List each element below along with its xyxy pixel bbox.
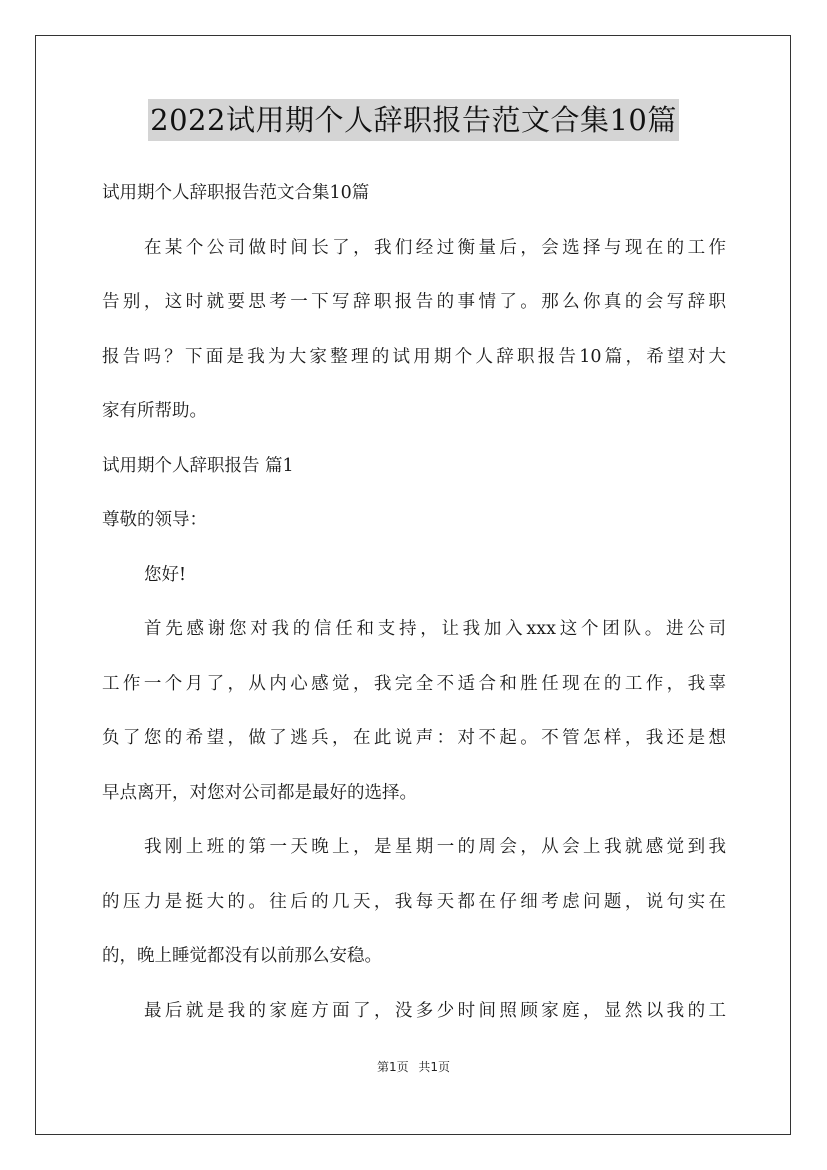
document-title: 2022试用期个人辞职报告范文合集10篇 xyxy=(148,99,679,141)
text-line: 工作一个月了，从内心感觉，我完全不适合和胜任现在的工作，我辜 xyxy=(102,673,726,694)
text-line: 首先感谢您对我的信任和支持，让我加入xxx这个团队。进公司 xyxy=(144,619,726,639)
text-line: 尊敬的领导： xyxy=(102,510,207,530)
text-line: 负了您的希望，做了逃兵，在此说声：对不起。不管怎样，我还是想 xyxy=(102,728,726,748)
text-line: 家有所帮助。 xyxy=(102,401,207,421)
text-line: 的，晚上睡觉都没有以前那么安稳。 xyxy=(102,946,382,966)
text-line: 的压力是挺大的。往后的几天，我每天都在仔细考虑问题，说句实在 xyxy=(102,891,726,912)
title-container xyxy=(0,99,827,141)
text-line: 报告吗？下面是我为大家整理的试用期个人辞职报告10篇，希望对大 xyxy=(102,346,726,367)
text-line: 在某个公司做时间长了，我们经过衡量后，会选择与现在的工作 xyxy=(144,237,726,258)
page-total: 共1页 xyxy=(418,1060,451,1074)
text-line: 试用期个人辞职报告 篇1 xyxy=(102,455,294,476)
text-line: 您好! xyxy=(144,564,187,585)
page-number: 第1页 xyxy=(376,1060,409,1074)
document-body xyxy=(102,170,726,1042)
text-line: 最后就是我的家庭方面了，没多少时间照顾家庭，显然以我的工 xyxy=(144,1000,726,1021)
page-footer xyxy=(0,1058,827,1075)
text-line: 试用期个人辞职报告范文合集10篇 xyxy=(102,183,370,203)
text-line: 告别，这时就要思考一下写辞职报告的事情了。那么你真的会写辞职 xyxy=(102,292,726,312)
text-line: 早点离开，对您对公司都是最好的选择。 xyxy=(102,782,417,803)
text-line: 我刚上班的第一天晚上，是星期一的周会，从会上我就感觉到我 xyxy=(144,837,726,857)
